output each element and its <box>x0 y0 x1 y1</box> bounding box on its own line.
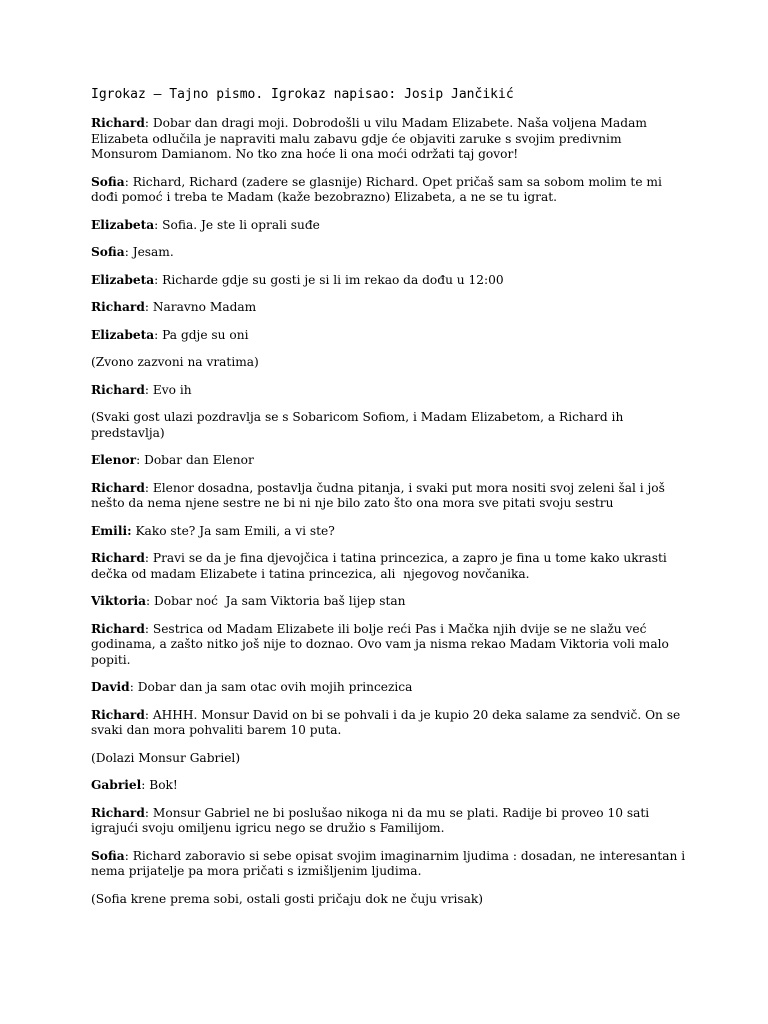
speaker-separator: : <box>124 174 133 189</box>
dialogue-line <box>91 622 691 669</box>
dialogue-text: Dobar dan Elenor <box>144 453 254 467</box>
dialogue-text: Pravi se da je fina djevojčica i tatina princezica, a zapro je fina u tome kako ukrasti dečka od madam Elizabete i tatina princezica, ali njegovog novčanika. <box>91 551 671 581</box>
dialogue-line <box>91 708 691 739</box>
dialogue-text: Richarde gdje su gosti je si li im rekao da dođu u 12:00 <box>162 272 504 287</box>
dialogue-line <box>91 383 691 399</box>
speaker-name: Sofia <box>91 174 125 189</box>
dialogue-line <box>91 328 691 344</box>
speaker-name: Elizabeta <box>91 327 155 342</box>
speaker-separator: : <box>144 707 153 722</box>
speaker-name: Elizabeta <box>91 217 155 232</box>
speaker-name: Richard <box>91 116 145 130</box>
dialogue-line <box>91 778 691 794</box>
stage-direction-text: (Dolazi Monsur Gabriel) <box>91 750 241 765</box>
script-body <box>91 116 691 907</box>
dialogue-text: Richard zaboravio si sebe opisat svojim imaginarnim ljudima : dosadan, ne interesantan i nema prijatelje pa mora pričati s izmišljenim ljudima. <box>91 848 690 878</box>
speaker-separator: : <box>144 621 153 636</box>
dialogue-line <box>91 524 691 540</box>
dialogue-text: Dobar dan ja sam otac ovih mojih princezica <box>137 680 413 694</box>
speaker-name: Sofia <box>91 245 125 259</box>
speaker-separator: : <box>144 300 153 314</box>
speaker-separator: : <box>154 217 163 232</box>
speaker-separator: : <box>144 382 153 397</box>
dialogue-line <box>91 175 691 206</box>
dialogue-text: Sofia. Je ste li oprali suđe <box>162 217 320 232</box>
speaker-separator: : <box>144 551 153 565</box>
dialogue-text: Dobar noć Ja sam Viktoria baš lijep stan <box>154 594 406 608</box>
speaker-separator: : <box>154 327 163 342</box>
dialogue-text: Bok! <box>149 778 178 792</box>
dialogue-line <box>91 849 691 880</box>
speaker-separator: : <box>146 594 155 608</box>
dialogue-line <box>91 594 691 610</box>
speaker-separator: : <box>136 453 145 467</box>
speaker-name: Elenor <box>91 453 137 467</box>
stage-direction <box>91 892 691 908</box>
stage-direction-text: (Svaki gost ulazi pozdravlja se s Sobaricom Sofiom, i Madam Elizabetom, a Richard ih predstavlja) <box>91 410 628 440</box>
dialogue-line <box>91 300 691 316</box>
speaker-separator: : <box>144 480 153 495</box>
dialogue-text: Sestrica od Madam Elizabete ili bolje reći Pas i Mačka njih dvije se ne slažu već godinama, a zašto nitko još nije to doznao. Ovo vam ja nisma rekao Madam Viktoria voli malo popiti. <box>91 621 673 667</box>
dialogue-line <box>91 551 691 582</box>
stage-direction-text: (Zvono zazvoni na vratima) <box>91 355 259 369</box>
speaker-name: David <box>91 680 130 694</box>
dialogue-text: Pa gdje su oni <box>162 327 249 342</box>
speaker-name: Richard <box>91 621 145 636</box>
speaker-separator: : <box>154 272 163 287</box>
dialogue-text: Jesam. <box>132 245 174 259</box>
speaker-separator: : <box>144 116 153 130</box>
stage-direction <box>91 355 691 371</box>
speaker-separator: : <box>144 805 153 820</box>
speaker-name: Richard <box>91 707 145 722</box>
dialogue-line <box>91 116 691 163</box>
speaker-name: Gabriel <box>91 778 142 792</box>
speaker-name: Elizabeta <box>91 272 155 287</box>
dialogue-line <box>91 481 691 512</box>
dialogue-line <box>91 453 691 469</box>
document-page <box>91 86 691 919</box>
dialogue-text: Elenor dosadna, postavlja čudna pitanja, i svaki put mora nositi svoj zeleni šal i još nešto da nema njene sestre ne bi ni nje bilo zato što ona mora sve pitati svoju sestru <box>91 480 669 510</box>
stage-direction-text: (Sofia krene prema sobi, ostali gosti pričaju dok ne čuju vrisak) <box>91 891 484 906</box>
dialogue-text: Monsur Gabriel ne bi poslušao nikoga ni da mu se plati. Radije bi proveo 10 sati igrajući svoju omiljenu igricu nego se družio s Familijom. <box>91 805 654 835</box>
speaker-name: Richard <box>91 300 145 314</box>
speaker-separator: : <box>124 848 133 863</box>
dialogue-text: Richard, Richard (zadere se glasnije) Richard. Opet pričaš sam sa sobom molim te mi dođi pomoć i treba te Madam (kaže bezobrazno) Elizabeta, a ne se tu igrat. <box>91 174 666 204</box>
dialogue-text: Evo ih <box>152 382 192 397</box>
dialogue-line <box>91 806 691 837</box>
speaker-separator: : <box>141 778 150 792</box>
speaker-separator: : <box>129 680 138 694</box>
dialogue-text: Dobar dan dragi moji. Dobrodošli u vilu Madam Elizabete. Naša voljena Madam Elizabeta odlučila je napraviti malu zabavu gdje će objaviti zaruke s svojim predivnim Monsurom Damianom. No tko zna hoće li ona moći održati taj govor! <box>91 116 651 161</box>
speaker-name: Sofia <box>91 848 125 863</box>
dialogue-line <box>91 218 691 234</box>
speaker-name: Richard <box>91 480 145 495</box>
speaker-name: Richard <box>91 551 145 565</box>
stage-direction <box>91 751 691 767</box>
document-title: Igrokaz – Tajno pismo. Igrokaz napisao: Josip Jančikić <box>91 87 514 102</box>
speaker-separator: : <box>124 245 133 259</box>
speaker-name: Richard <box>91 382 145 397</box>
dialogue-text: Naravno Madam <box>152 300 257 314</box>
dialogue-line <box>91 680 691 696</box>
stage-direction <box>91 410 691 441</box>
dialogue-line <box>91 245 691 261</box>
speaker-name: Richard <box>91 805 145 820</box>
dialogue-line <box>91 273 691 289</box>
speaker-name: Emili: <box>91 523 132 538</box>
dialogue-text: AHHH. Monsur David on bi se pohvali i da je kupio 20 deka salame za sendvič. On se svaki dan mora pohvaliti barem 10 puta. <box>91 707 685 737</box>
speaker-name: Viktoria <box>91 594 147 608</box>
dialogue-text: Kako ste? Ja sam Emili, a vi ste? <box>135 523 335 538</box>
